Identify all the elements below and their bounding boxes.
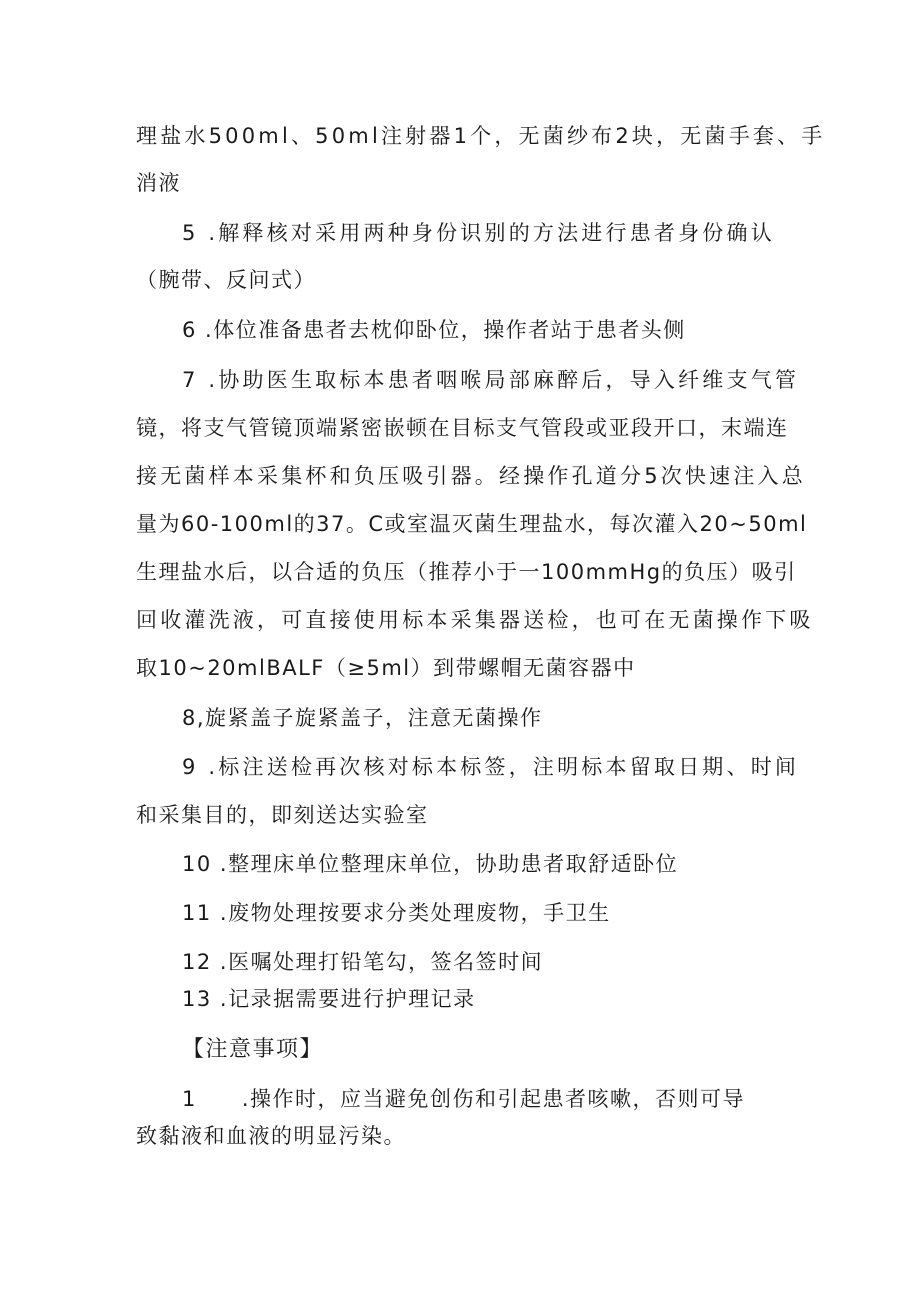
list-item-6: 6 .体位准备患者去枕仰卧位，操作者站于患者头侧 [182, 318, 686, 342]
text-line: 生理盐水后，以合适的负压（推荐小于一100mmHg的负压）吸引 [136, 560, 797, 584]
note-item-1: 1 .操作时，应当避免创伤和引起患者咳嗽，否则可导 [182, 1087, 746, 1111]
list-item-5: 5 .解释核对采用两种身份识别的方法进行患者身份确认 [182, 221, 775, 245]
list-item-12: 12 .医嘱处理打铅笔勾，签名签时间 [182, 950, 544, 974]
text-line: 镜，将支气管镜顶端紧密嵌顿在目标支气管段或亚段开口，末端连 [136, 416, 789, 440]
list-item-10: 10 .整理床单位整理床单位，协助患者取舒适卧位 [182, 852, 679, 876]
text-line: 致黏液和血液的明显污染。 [136, 1124, 406, 1148]
section-heading-notes: 【注意事项】 [182, 1037, 324, 1062]
text-line: （腕带、反问式） [136, 268, 316, 292]
text-line: 量为60-100ml的37。C或室温灭菌生理盐水，每次灌入20~50ml [136, 512, 808, 536]
list-item-9: 9 .标注送检再次核对标本标签，注明标本留取日期、时间 [182, 755, 800, 779]
list-item-13: 13 .记录据需要进行护理记录 [182, 987, 476, 1011]
list-item-7: 7 .协助医生取标本患者咽喉局部麻醉后，导入纤维支气管 [182, 368, 800, 392]
text-line: 取10~20mlBALF（≥5ml）到带螺帽无菌容器中 [136, 656, 636, 680]
text-line: 消液 [136, 171, 181, 195]
list-item-8: 8,旋紧盖子旋紧盖子，注意无菌操作 [182, 706, 543, 730]
text-line: 和采集目的，即刻送达实验室 [136, 803, 429, 827]
list-item-11: 11 .废物处理按要求分类处理废物，手卫生 [182, 901, 611, 925]
text-line: 理盐水500ml、50ml注射器1个，无菌纱布2块，无菌手套、手 [136, 124, 826, 148]
text-line: 接无菌样本采集杯和负压吸引器。经操作孔道分5次快速注入总 [136, 464, 806, 488]
text-line: 回收灌洗液，可直接使用标本采集器送检，也可在无菌操作下吸 [136, 608, 814, 632]
